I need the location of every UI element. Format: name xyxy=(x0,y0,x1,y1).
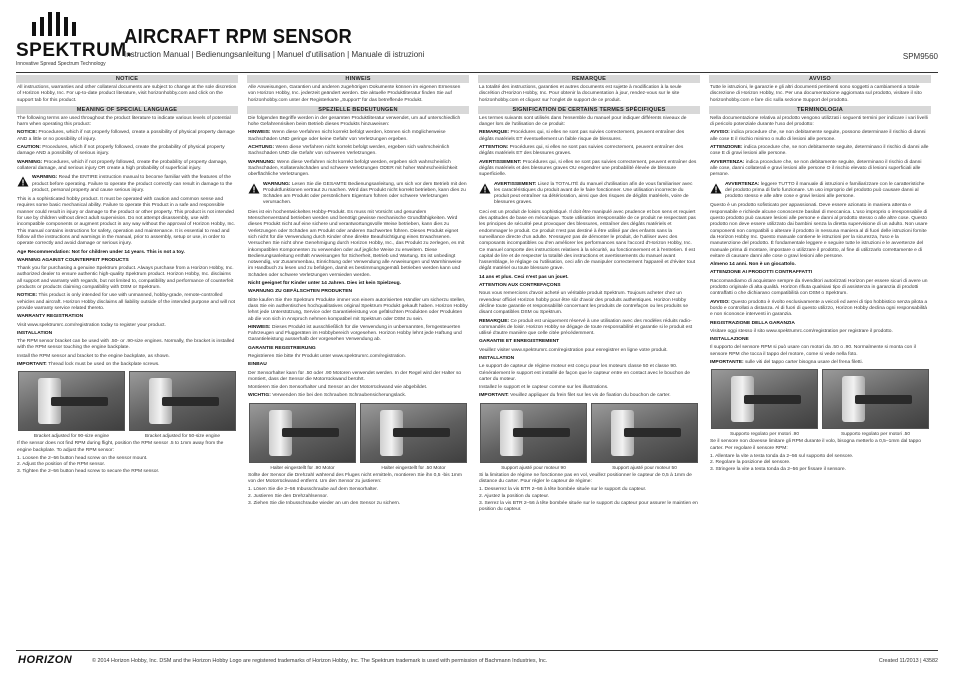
warning-triangle-icon xyxy=(17,176,29,187)
notice-definition xyxy=(479,130,699,143)
age-recommendation: 14 ans et plus. Ceci n'est pas un jouet. xyxy=(479,274,569,280)
important-text: Thread lock must be used on the backplate screws. xyxy=(48,361,160,367)
meaning-text: Les termes suivants sont utilisés dans l'ensemble du manuel pour indiquer différents niveaux de danger lors de l'utilisation de ce produit: xyxy=(479,115,687,128)
caution-definition xyxy=(17,145,237,158)
sophisticated-text: Dies ist ein hochentwickeltes Hobby-Produkt. Es muss mit Vorsicht und gesundem Menschenverstand betrieben werden und benötigt gewisse mechanische Grundfähigkeiten. Wird dieses Produkt nicht auf eine sichere und verantwortungsvolle Weise betrieben, kann dies zu Verletzungen oder Schäden am Produkt oder anderen Sachwerten führen. Dieses Produkt eignet sich nicht für die Verwendung durch Kinder ohne direkte Beaufsichtigung eines Erwachsenen. Versuchen Sie nicht ohne Genehmigung durch Horizon Hobby, Inc., das Produkt zu zerlegen, es mit inkompatiblen Komponenten zu verwenden oder auf jegliche Weise zu erweitern. Diese Bedienungsanleitung enthält Anweisungen für Sicherheit, Betrieb und Wartung. Es ist unbedingt notwendig, vor Zusammenbau, Einrichtung oder Verwendung alle Anweisungen und Warnhinweise im Handbuch zu lesen und zu befolgen, damit es bestimmungsgemäß betrieben werden kann und Schäden oder schwere Verletzungen vermieden werden. xyxy=(248,209,465,278)
installation-text: Le support de capteur de régime moteur est conçu pour les moteurs classe 50 et classe 90. Généralement le support est installé de façon que le capteur entre en contact avec le bouchon de carter du moteur. xyxy=(479,364,690,382)
notice2 xyxy=(248,325,468,344)
notice-definition-text: Procedures, which if not properly followed, create a possibility of physical property damage AND a little or no possibility of injury. xyxy=(17,130,235,142)
step-2: 2. Regolare la posizione del sensore. xyxy=(710,460,791,466)
warning-label: AVERTISSEMENT: xyxy=(479,159,522,165)
warning-label: WARNING: xyxy=(17,159,43,165)
notice-definition-text: Wenn diese Verfahren nicht korrekt befolgt werden, können sich möglicherweise Sachschäden UND geringe oder keine Gefahr von Verletzungen ergeben. xyxy=(248,130,446,142)
warning-box xyxy=(17,175,237,194)
warning-triangle-icon xyxy=(248,183,260,194)
warning-definition xyxy=(710,160,930,179)
installation-heading: INSTALLAZIONE xyxy=(710,337,749,343)
caption-50: Halter eingestellt für .50 Motor xyxy=(381,465,446,471)
notice-definition-text: Procédures qui, si elles ne sont pas suivies correctement, peuvent entraîner des dégâts matériels ET éventuellement un faible risque de blessures. xyxy=(479,130,685,142)
copyright-text: © 2014 Horizon Hobby, Inc. DSM and the Horizon Hobby Logo are registered trademarks of Horizon Hobby, Inc. The Spektrum trademark is used with permission of Bachmann Industries, Inc. xyxy=(92,658,548,664)
column-english xyxy=(16,74,238,644)
counterfeit-heading: WARNING AGAINST COUNTERFEIT PRODUCTS xyxy=(17,257,129,263)
photo-captions xyxy=(249,466,467,471)
important-text: Verwenden Sie bei den Schrauben Schraubensicherungslack. xyxy=(272,393,407,399)
notice2-label: AVVISO: xyxy=(710,299,730,305)
caution-definition xyxy=(710,145,930,158)
caption-90: Supporto regolato per motori .90 xyxy=(729,432,800,438)
step-1: 1. Lösen Sie die 2–56 Inbusschraube auf dem Sensorhalter. xyxy=(248,487,378,493)
notice2 xyxy=(479,319,699,338)
meaning-heading: MEANING OF SPECIAL LANGUAGE xyxy=(16,106,238,114)
notice2-label: REMARQUE: xyxy=(479,318,510,324)
registration-heading: WARRANTY REGISTRATION xyxy=(17,314,84,320)
warning-box-text xyxy=(263,182,468,207)
age-recommendation: Nicht geeignet für Kinder unter 14 Jahren. Dies ist kein Spielzeug. xyxy=(248,281,402,287)
caution-definition-text: Procedures, which if not properly followed, create the probability of physical property damage AND a possibility of serious injury. xyxy=(17,145,225,157)
notice-label: NOTICE: xyxy=(17,130,38,136)
installation-text-2: Install the RPM sensor and bracket to the engine backplate, as shown. xyxy=(17,353,170,359)
photo-90-engine xyxy=(18,371,125,431)
notice-text: All instructions, warranties and other collateral documents are subject to change at the sole discretion of Horizon Hobby, Inc. For up-to-date product literature, visit horizonhobby.com and click on the support tab for this product. xyxy=(17,85,237,103)
counterfeit-text: Thank you for purchasing a genuine Spektrum product. Always purchase from a Horizon Hobby, Inc. authorized dealer to ensure authentic high-quality Spektrum product. Horizon Hobby, Inc. disclaims all support and warranty with regards, but not limited to, compatibility and performance of counterfeit products or products claiming compatibility with DSM or Spektrum. xyxy=(17,266,234,291)
step-2: 2. Justieren Sie den Drehzahlsensor. xyxy=(248,493,328,499)
notice-heading: REMARQUE xyxy=(478,75,700,83)
warning-box-label: AVERTISSEMENT: xyxy=(494,181,537,187)
column-german xyxy=(247,74,469,644)
warning-definition-text: Procedures, which if not properly followed, create the probability of property damage, collateral damage, and serious injury OR create a high probability of superficial injury. xyxy=(17,159,228,171)
important-note xyxy=(248,393,468,399)
important-text: sulle viti del tappo carter bisogna usare del frena filetti. xyxy=(744,359,863,365)
step-2: 2. Ajustez la position du capteur. xyxy=(479,493,550,499)
installation-text-2: Montieren Sie den Sensorhalter und Sensor an der Motorrückwand wie abgebildet. xyxy=(248,385,428,391)
notice-definition xyxy=(17,130,237,143)
notice2-text: Ce produit est uniquement réservé à une utilisation avec des modèles réduits radio-commandés de loisir. Horizon Hobby se dégage de toute responsabilité et garantie si le produit est utilisé d'autre manière que celle citée précédemment. xyxy=(479,318,693,337)
photo-captions xyxy=(711,432,929,437)
page-subtitle: Instruction Manual | Bedienungsanleitung | Manuel d'utilisation | Manuale di istruzioni xyxy=(124,50,425,59)
part-number: SPM9560 xyxy=(902,52,938,61)
warning-box xyxy=(710,182,930,201)
caption-90: Halter eingestellt für .90 Motor xyxy=(270,465,335,471)
column-french xyxy=(478,74,700,644)
installation-heading: INSTALLATION xyxy=(479,355,515,361)
caution-label: CAUTION: xyxy=(17,145,41,151)
important-label: IMPORTANT: xyxy=(479,393,509,399)
registration-text: Registrieren Sie bitte Ihr Produkt unter www.spektrumrc.com/registration. xyxy=(248,353,406,359)
counterfeit-text: Raccomandiamo di acquistare sempre da rivenditori autorizzati Horizon per essere sicuri di avere un prodotto originale di alta qualità. Horizon rifiuta qualsiasi tipo di assistenza in garanzia di prodotti contraffatti o che dichiarano compatibilità con DSM o Spektrum. xyxy=(710,278,928,297)
caution-definition xyxy=(248,145,468,158)
created-date: Created 11/2013 | 43582 xyxy=(878,658,938,664)
important-label: IMPORTANTE: xyxy=(710,359,744,365)
brand-name: SPEKTRUM. xyxy=(16,40,133,61)
installation-text-2: Installez le support et le capteur comme sur les illustrations. xyxy=(479,385,609,391)
meaning-heading: SIGNIFICATION DE CERTAINS TERMES SPÉCIFIQUES xyxy=(478,106,700,114)
warning-box-body: leggere TUTTO il manuale di istruzioni e familiarizzare con le caratteristiche del prodotto prima di farlo funzionare. Un uso improprio del prodotto può causare danni al prodotto stesso e alle altre cose e gravi lesioni alle persone. xyxy=(725,181,925,200)
column-italian xyxy=(709,74,931,644)
step-3: 3. Tighten the 2–56 button head screw to secure the RPM sensor. xyxy=(17,469,160,475)
step-2: 2. Adjust the position of the RPM sensor. xyxy=(17,462,106,468)
notice-label: AVVISO: xyxy=(710,130,730,136)
registration-heading: REGISTRAZIONE DELLA GARANZIA xyxy=(710,320,795,326)
warning-box-body: Lisez la TOTALITÉ du manuel d'utilisation afin de vous familiariser avec les caractéristiques du produit avant de le faire fonctionner. Une utilisation incorrecte du produit peut entraîner sa détérioration, ainsi que des risques de dégâts matériels, voire de blessures graves. xyxy=(494,181,693,206)
installation-photos xyxy=(249,403,467,463)
notice-heading: AVVISO xyxy=(709,75,931,83)
caution-definition-text: indica procedure che, se non debitamente seguite, determinano il rischio di danni alle cose E di gravi lesioni alle persone. xyxy=(710,145,929,157)
photo-90-engine xyxy=(249,403,356,463)
notice-text: La totalité des instructions, garanties et autres documents est sujette à modification à la seule discrétion d'Horizon Hobby, Inc. Pour obtenir la documentation à jour, rendez-vous sur le site horizonhobby.com et cliquez sur l'onglet de support de ce produit. xyxy=(479,85,682,103)
spektrum-logo xyxy=(16,12,133,68)
notice-label: REMARQUE: xyxy=(479,130,510,136)
notice-label: HINWEIS: xyxy=(248,130,271,136)
notice-definition xyxy=(710,130,930,143)
important-label: IMPORTANT: xyxy=(17,361,47,367)
warning-triangle-icon xyxy=(710,183,722,194)
notice2-text: Questo prodotto è rivolto esclusivamente a veicoli ed aerei di tipo hobbistico senza pilota a bordo e controllati a distanza. Al di fuori di questo utilizzo, Horizon Hobby declina ogni responsabilità e non riconosce interventi in garanzia. xyxy=(710,299,928,318)
warning-box-text xyxy=(494,182,699,207)
horizon-logo: HORIZON xyxy=(18,654,73,666)
warning-box-body: Read the ENTIRE instruction manual to become familiar with the features of the product before operating. Failure to operate the product correctly can result in damage to the product, personal property and cause serious injury. xyxy=(32,175,233,193)
installation-heading: EINBAU xyxy=(248,362,267,368)
brand-tagline: Innovative Spread Spectrum Technology xyxy=(16,61,106,67)
caption-50: Supporto regolato per motori .50 xyxy=(840,432,911,438)
meaning-text: Die folgenden Begriffe werden in der gesamten Produktliteratur verwendet, um auf unterschiedlich hohe Gefahrenrisiken beim Betrieb dieses Produkts hinzuweisen: xyxy=(248,115,461,128)
caution-label: ATTENZIONE: xyxy=(710,145,743,151)
warning-definition xyxy=(479,160,699,179)
important-text: Veuillez appliquer du frein filet sur les vis de fixation du bouchon de carter. xyxy=(510,393,671,399)
notice2-label: HINWEIS: xyxy=(248,324,271,330)
notice-heading: HINWEIS xyxy=(247,75,469,83)
meaning-text: The following terms are used throughout the product literature to indicate various levels of potential harm when operating this product: xyxy=(17,115,231,128)
notice-heading: NOTICE xyxy=(16,75,238,83)
warning-box-text xyxy=(725,182,930,201)
step-3: 3. Ziehen Sie die Inbusschraube wieder an um den Sensor zu sichern. xyxy=(248,500,401,506)
warning-definition-text: Procédures qui, si elles ne sont pas suivies correctement, peuvent entraîner des dégâts matériels et des blessures graves OU engendrer une probabilité élevée de blessure superficielle. xyxy=(479,159,697,178)
adjust-text: If the sensor does not find RPM during flight, position the RPM sensor .5 to 1mm away from the engine backplate. To adjust the RPM sensor: xyxy=(17,441,224,453)
header xyxy=(16,12,938,70)
counterfeit-heading: ATTENTION AUX CONTREFAÇONS xyxy=(479,283,561,289)
sophisticated-text: Questo è un prodotto sofisticato per appassionati. Deve essere azionato in maniera attenta e responsabile e richiede alcune conoscenze basilari di meccanica. L'uso improprio o irresponsabile di questo prodotto può causare lesioni alle persone e danni al prodotto stesso o alle altre cose. Questo prodotto non deve essere utilizzato dai bambini senza la diretta supervisione di un adulto. Non usare componenti non compatibili o alterare il prodotto in nessuna maniera al di fuori delle istruzioni fornite da Horizon Hobby Inc. Questo manuale contiene le istruzioni per la sicurezza, l'uso e la manutenzione del prodotto. È fondamentale leggere e seguire tutte le istruzioni e le avvertenze del manuale prima di montare, impostare o utilizzare il prodotto, al fine di utilizzarlo correttamente e di evitare di causare danni alle cose o gravi lesioni alle persone. xyxy=(710,203,928,259)
footer-divider xyxy=(16,650,938,651)
installation-text: Il supporto del sensore RPM si può usare con motori da .50 o .90. Normalmente si monta con il sensore RPM che tocca il tappo del motore, come si vede nella foto. xyxy=(710,345,916,357)
header-divider xyxy=(16,72,938,73)
notice-definition-text: indica procedure che, se non debitamente seguite, possono determinare il rischio di danni alle cose E il rischio minimo o nullo di lesioni alle persone. xyxy=(710,130,926,142)
step-1: 1. Desserrez la vis BTR 2–56 à tête bombée située sur le support du capteur. xyxy=(479,487,647,493)
installation-photos xyxy=(480,403,698,463)
caution-definition-text: Wenn diese Verfahren nicht korrekt befolgt werden, ergeben sich wahrscheinlich Sachschäden UND die Gefahr von schweren Verletzungen. xyxy=(248,145,450,157)
warning-box xyxy=(248,182,468,207)
warning-box-body: Lesen Sie die GESAMTE Bedienungsanleitung, um sich vor dem Betrieb mit den Produktfunktionen vertraut zu machen. Wird das Produkt nicht korrekt betrieben, kann dies zu Schäden am Produkt oder persönlichem Eigentum führen oder schwere Verletzungen verursachen. xyxy=(263,181,467,206)
caption-90: Support ajusté pour moteur 90 xyxy=(501,465,566,471)
counterfeit-heading: ATTENZIONE AI PRODOTTI CONTRAFFATTI xyxy=(710,270,813,276)
installation-photos xyxy=(18,371,236,431)
registration-text: Visit www.spektrumrc.com/registration today to register your product. xyxy=(17,322,166,328)
step-3: 3. Stringere la vite a testa tonda da 2–56 per fissare il sensore. xyxy=(710,467,846,473)
caution-definition xyxy=(479,145,699,158)
caution-label: ATTENTION: xyxy=(479,145,509,151)
caption-90: Bracket adjusted for 90-size engine xyxy=(33,434,110,440)
warning-label: WARNUNG: xyxy=(248,159,276,165)
installation-text: Der Sensorhalter kann für .50 oder .90 Motoren verwendet werden. In der Regel wird der Halter so montiert, dass der Sensor die Motorrückwand berührt. xyxy=(248,370,462,382)
age-recommendation: Almeno 14 anni. Non è un giocattolo. xyxy=(710,262,796,268)
notice2-text: This product is only intended for use with unmanned, hobby-grade, remote-controlled vehicles and aircraft. Horizon Hobby disclaims all liability outside of the intended purpose and will not provide warranty service related thereto. xyxy=(17,293,236,311)
spektrum-bars-icon xyxy=(30,12,80,38)
counterfeit-text: Nous vous remercions d'avoir acheté un véritable produit Spektrum. Toujours acheter chez un revendeur officiel Horizon hobby pour être sûr d'avoir des produits authentiques. Horizon Hobby décline toute garantie et responsabilité concernant les produits de contrefaçon ou les produits se disant compatibles DSM ou Spektrum. xyxy=(479,291,689,316)
caution-label: ACHTUNG: xyxy=(248,145,275,151)
warning-label: AVVERTENZA: xyxy=(710,159,745,165)
installation-photos xyxy=(711,369,929,429)
registration-heading: GARANTIE REGISTRIERUNG xyxy=(248,345,316,351)
warning-box-text xyxy=(32,175,237,194)
registration-text: Visitare oggi stesso il sito www.spektrumrc.com/registration per registrare il prodotto. xyxy=(710,328,893,334)
caption-50: Bracket adjusted for 50-size engine xyxy=(144,434,221,440)
meaning-heading: SPEZIELLE BEDEUTUNGEN xyxy=(247,106,469,114)
registration-heading: GARANTIE ET ENREGISTREMENT xyxy=(479,339,560,345)
important-note xyxy=(17,362,237,368)
registration-text: Veuillez visiter www.spektrumrc.com/registration pour enregistrer en ligne votre produit. xyxy=(479,347,668,353)
notice-text: Tutte le istruzioni, le garanzie e gli altri documenti pertinenti sono soggetti a cambiamenti a totale discrezione di Horizon Hobby, Inc. Per una documentazione aggiornata sul prodotto, visitare il sito horizonhobby.com e fare clic sulla sezione Support del prodotto. xyxy=(710,85,922,103)
notice-text: Alle Anweisungen, Garantien und anderen zugehörigen Dokumente können im eigenen Ermessen von Horizon Hobby, Inc. jederzeit geändert werden. Die aktuelle Produktliteratur finden Sie auf horizonhobby.com unter der Registerkarte „Support“ für das betreffende Produkt. xyxy=(248,85,461,103)
important-note xyxy=(479,393,699,399)
photo-90-engine xyxy=(711,369,818,429)
notice-definition xyxy=(248,130,468,143)
warning-triangle-icon xyxy=(479,183,491,194)
installation-heading: INSTALLATION xyxy=(17,330,53,336)
page-title: AIRCRAFT RPM SENSOR xyxy=(124,26,353,48)
important-label: WICHTIG: xyxy=(248,393,271,399)
warning-box-label: WARNUNG: xyxy=(263,181,291,187)
step-1: 1. Allentare la vite a testa tonda da 2–56 sul supporto del sensore. xyxy=(710,453,854,459)
photo-captions xyxy=(480,466,698,471)
warning-definition xyxy=(248,160,468,179)
notice2-text: Dieses Produkt ist ausschließlich für die Verwendung in unbemannten, ferngesteuerten Fahrzeugen und Fluggeräten im Hobbybereich vorgesehen. Horizon Hobby lehnt jede Haftung und Garantieleistung ausserhalb der vorgesehen Verwendung ab. xyxy=(248,324,462,343)
footer xyxy=(16,654,938,668)
installation-text: The RPM sensor bracket can be used with .50- or .90-size engines. Normally, the bracket is installed with the RPM sensor touching the engine backplate. xyxy=(17,339,235,351)
adjust-text: Si la limitation de régime ne fonctionne pas en vol, veuillez positionner le capteur de 0,5 à 1mm de distance du carter. Pour régler le capteur de régime: xyxy=(479,472,692,485)
caption-50: Support ajusté pour moteur 50 xyxy=(612,465,677,471)
warning-definition-text: Wenn diese Verfahren nicht korrekt befolgt werden, ergeben sich wahrscheinlich Sachschäden, Kollateralschäden und schwere Verletzungen ODER mit hoher Wahrscheinlichkeit oberflächliche Verletzungen. xyxy=(248,159,458,178)
photo-50-engine xyxy=(360,403,467,463)
adjust-text: Se il sensore non dovesse limitare gli RPM durante il volo, bisogna metterlo a 0,5–1mm dal tappo carter. Per regolare il sensore RPM: xyxy=(710,439,921,451)
step-3: 3. Serrez la vis BTR 2–56 à tête bombée située sur le support du capteur pour assurer le maintien en position du capteur. xyxy=(479,500,698,513)
sophisticated-text: This is a sophisticated hobby product. It must be operated with caution and common sense and requires some basic mechanical ability. Failure to operate this Product in a safe and responsible manner could result in injury or damage to the product or other property. This product is not intended for use by children without direct adult supervision. Do not attempt disassembly, use with incompatible components or augment product in any way without the approval of Horizon Hobby, Inc. This manual contains instructions for safety, operation and maintenance. It is essential to read and follow all the instructions and warnings in the manual, prior to assembly, setup or use, in order to operate correctly and avoid damage or serious injury. xyxy=(17,197,236,247)
adjust-text: Sollte der Sensor die Drehzahl während des Fluges nicht ermitteln, montieren Sie ihn 0,5 -bis 1mm von der Motorrückwand entfernt. Um den Sensor zu justieren: xyxy=(248,472,462,485)
sophisticated-text: Ceci est un produit de loisirs sophistiqué. Il doit être manipulé avec prudence et bon sens et requiert des aptitudes de base en mécanique. Toute utilisation irresponsable de ce produit ne respectant pas les principes de sécurité peut provoquer des blessures, entraîner des dégâts matériels et endommager le produit. Ce produit n'est pas destiné à être utilisé par des enfants sans la surveillance directe d'un adulte. N'essayez pas de démonter le produit, de l'utiliser avec des composants incompatibles ou d'en améliorer les performances sans l'accord d'Horizon Hobby, Inc. Ce manuel comporte des instructions relatives à la sécurité, au fonctionnement et à l'entretien. Il est capital de lire et de respecter la totalité des instructions et avertissements du manuel avant l'assemblage, le réglage ou l'utilisation, ceci afin de manipuler correctement l'appareil et d'éviter tout dégât matériel ou toute blessure grave. xyxy=(479,209,696,272)
warning-definition xyxy=(17,160,237,173)
notice2 xyxy=(710,300,930,319)
notice2-label: NOTICE: xyxy=(17,293,38,299)
photo-50-engine xyxy=(822,369,929,429)
meaning-text: Nella documentazione relativa al prodotto vengono utilizzati i seguenti termini per indicare i vari livelli di pericolo potenziale durante l'uso del prodotto: xyxy=(710,115,928,128)
warning-box-label: WARNING: xyxy=(32,175,58,181)
notice2 xyxy=(17,293,237,312)
age-recommendation: Age Recommendation: Not for children under 14 years. This is not a toy. xyxy=(17,249,185,255)
warning-box-label: AVVERTENZA: xyxy=(725,181,760,187)
important-note xyxy=(710,360,930,366)
caution-definition-text: Procédures qui, si elles ne sont pas suivies correctement, peuvent entraîner des dégâts matériels ET des blessures graves. xyxy=(479,145,684,157)
photo-90-engine xyxy=(480,403,587,463)
counterfeit-heading: WARNUNG ZU GEFÄLSCHTEN PRODUKTEN xyxy=(248,289,353,295)
warning-definition-text: indica procedure che, se non debitamente seguite, determinano il rischio di danni alle cose, danni collaterali e gravi lesioni alle persone O il rischio elevato di lesioni superficiali alle persone. xyxy=(710,159,922,178)
photo-captions xyxy=(18,434,236,439)
photo-50-engine xyxy=(591,403,698,463)
counterfeit-text: Bitte kaufen Sie Ihre Spektrum Produkte immer von einem autorisierten Händler um sicherzu stellen, dass Sie ein authentisches hochqualitatives original Spektrum Produkt gekauft haben. Horizon Hobby lehnt jede Unterstützung, Service oder Garantieleistung von gefälschten Produkten oder Produkten ab die von sich in Anspruch nehmen kompatibel mit Spektrum oder DSM zu sein. xyxy=(248,297,468,322)
step-1: 1. Loosen the 2–56 button head screw on the sensor mount. xyxy=(17,455,148,461)
photo-50-engine xyxy=(129,371,236,431)
meaning-heading: TERMINOLOGIA xyxy=(709,106,931,114)
warning-box xyxy=(479,182,699,207)
